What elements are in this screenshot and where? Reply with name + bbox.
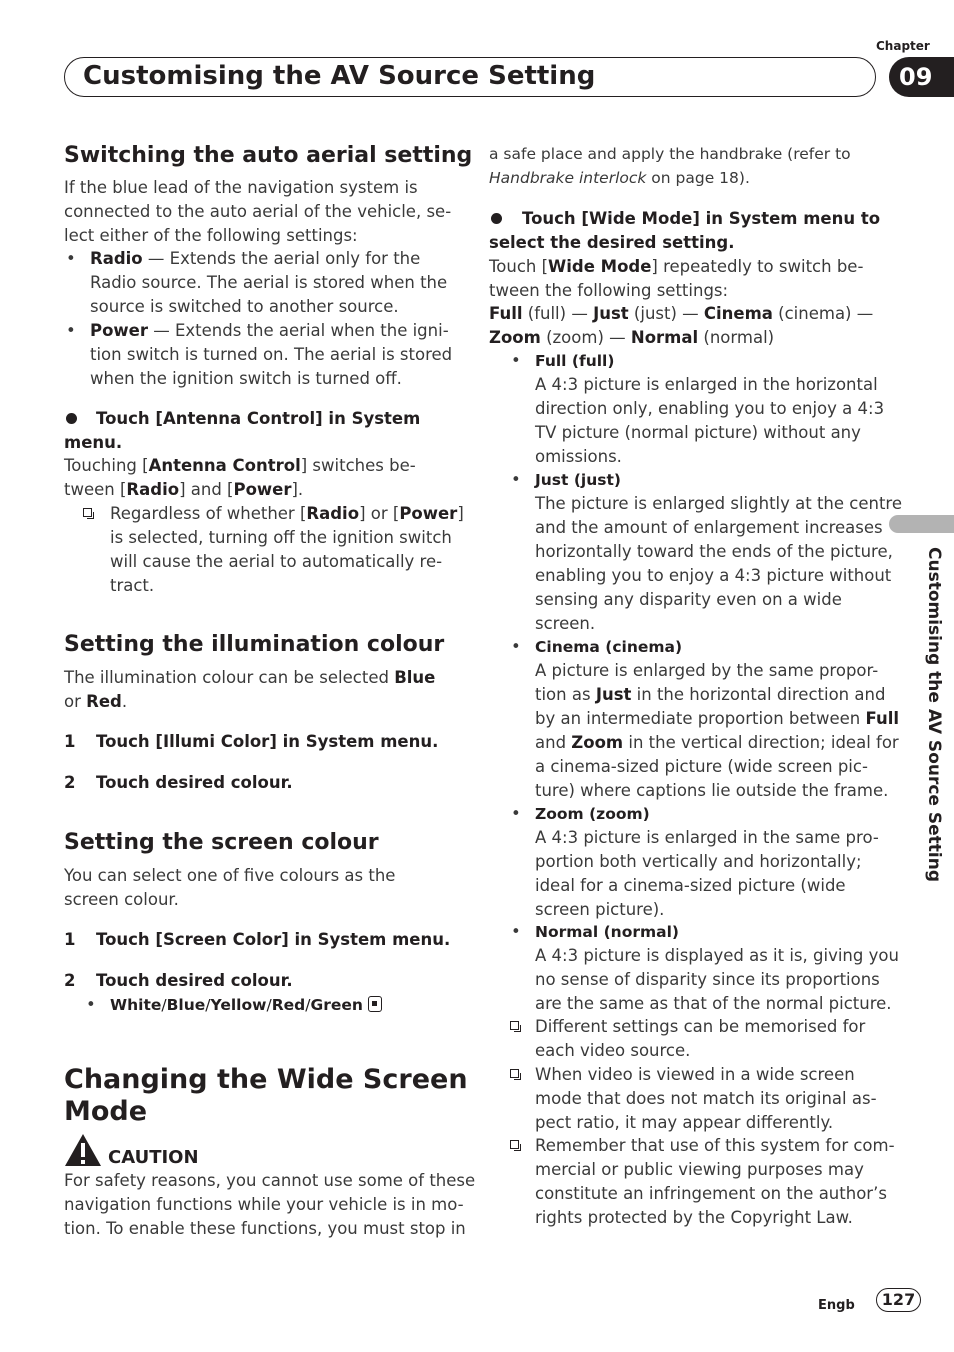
step-bullet-icon [66,413,77,424]
antenna-note-line4: tract. [110,576,155,595]
note-copyright-line3: constitute an infringement on the author’s [535,1184,887,1203]
step-bullet-icon [491,213,502,224]
heading-wide-screen-line1: Changing the Wide Screen [64,1064,468,1095]
screen-colour-step1-number: 1 [64,930,76,949]
mode-just-heading: Just (just) [535,471,621,489]
note-checkbox-icon [83,508,92,517]
bullet-marker: • [511,637,521,656]
wide-mode-sequence-line2: Zoom (zoom) — Normal (normal) [489,328,775,347]
touch-wide-mode-step-line1: Touch [Wide Mode] in System menu to [522,209,881,228]
side-tab-text: Customising the AV Source Setting [924,547,944,882]
colour-options-list: White/Blue/Yellow/Red/Green [110,993,382,1017]
illumination-step1: Touch [Illumi Color] in System menu. [96,732,439,751]
end-of-section-icon [368,996,382,1012]
warning-triangle-icon [64,1133,102,1167]
illumination-desc-line2: or Red. [64,692,128,711]
bullet-marker: • [511,470,521,489]
colour-red: Red [271,996,306,1014]
bullet-radio-line2: Radio source. The aerial is stored when the [90,273,448,292]
mode-cinema-line5: a cinema-sized picture (wide screen pic- [535,757,868,776]
chapter-label: Chapter [876,39,930,53]
colour-green: Green [310,996,363,1014]
mode-cinema-heading: Cinema (cinema) [535,638,683,656]
colour-white: White [110,996,162,1014]
auto-aerial-intro-line2: connected to the auto aerial of the vehicle, se- [64,202,452,221]
mode-normal-heading: Normal (normal) [535,923,680,941]
screen-colour-desc-line2: screen colour. [64,890,179,909]
heading-auto-aerial: Switching the auto aerial setting [64,143,473,168]
bullet-marker: • [511,922,521,941]
mode-full-line3: TV picture (normal picture) without any [535,423,861,442]
handbrake-interlock-reference: Handbrake interlock [489,169,647,187]
mode-full-line1: A 4:3 picture is enlarged in the horizontal [535,375,878,394]
note-copyright-line4: rights protected by the Copyright Law. [535,1208,853,1227]
mode-zoom-line1: A 4:3 picture is enlarged in the same pro- [535,828,879,847]
colour-yellow: Yellow [210,996,267,1014]
antenna-note-line2: is selected, turning off the ignition switch [110,528,452,547]
auto-aerial-intro-line1: If the blue lead of the navigation system is [64,178,418,197]
bullet-power-line2: tion switch is turned on. The aerial is stored [90,345,453,364]
note-aspect-line3: pect ratio, it may appear differently. [535,1113,834,1132]
caution-text-line1: For safety reasons, you cannot use some of these [64,1171,476,1190]
note-memorised-line2: each video source. [535,1041,691,1060]
caution-text-line2: navigation functions while your vehicle is in mo- [64,1195,464,1214]
screen-colour-step2-number: 2 [64,971,76,990]
mode-full-heading: Full (full) [535,352,615,370]
mode-full-line4: omissions. [535,447,622,466]
bullet-marker: • [86,995,96,1014]
bullet-power-line3: when the ignition switch is turned off. [90,369,402,388]
note-copyright-line1: Remember that use of this system for com- [535,1136,895,1155]
illumination-step1-number: 1 [64,732,76,751]
antenna-desc-line2: tween [Radio] and [Power]. [64,480,304,499]
caution-label: CAUTION [108,1147,199,1168]
screen-colour-desc-line1: You can select one of five colours as the [64,866,396,885]
colour-blue: Blue [166,996,206,1014]
page-number: 127 [876,1288,921,1312]
bullet-marker: • [511,351,521,370]
mode-normal-line3: are the same as that of the normal picture. [535,994,892,1013]
page-title: Customising the AV Source Setting [83,61,596,91]
mode-zoom-line2: portion both vertically and horizontally; [535,852,862,871]
note-aspect-line2: mode that does not match its original as- [535,1089,877,1108]
mode-just-line3: horizontally toward the ends of the picture, [535,542,893,561]
mode-normal-line2: no sense of disparity since its proportions [535,970,880,989]
antenna-note-line1: Regardless of whether [Radio] or [Power] [110,504,464,523]
illumination-step2-number: 2 [64,773,76,792]
bullet-radio-line3: source is switched to another source. [90,297,399,316]
mode-zoom-line4: screen picture). [535,900,665,919]
mode-cinema-line3: by an intermediate proportion between Full [535,709,900,728]
wide-mode-sequence-line1: Full (full) — Just (just) — Cinema (cinema) — [489,304,874,323]
mode-cinema-line2: tion as Just in the horizontal direction and [535,685,886,704]
bullet-power-line1: Power — Extends the aerial when the igni- [90,321,449,340]
bullet-marker: • [511,804,521,823]
illumination-desc-line1: The illumination colour can be selected Blue [64,668,436,687]
note-copyright-line2: mercial or public viewing purposes may [535,1160,864,1179]
mode-zoom-heading: Zoom (zoom) [535,805,650,823]
note-checkbox-icon [510,1021,519,1030]
caution-continued-line1: a safe place and apply the handbrake (refer to [489,145,851,163]
note-aspect-line1: When video is viewed in a wide screen [535,1065,855,1084]
wide-mode-desc-line2: tween the following settings: [489,281,729,300]
mode-normal-line1: A 4:3 picture is displayed as it is, giving you [535,946,899,965]
screen-colour-step2: Touch desired colour. [96,971,293,990]
note-checkbox-icon [510,1069,519,1078]
antenna-desc-line1: Touching [Antenna Control] switches be- [64,456,416,475]
mode-just-line5: sensing any disparity even on a wide [535,590,842,609]
screen-colour-step1: Touch [Screen Color] in System menu. [96,930,451,949]
language-code: Engb [818,1298,855,1313]
antenna-note-line3: will cause the aerial to automatically re- [110,552,443,571]
bullet-marker: • [66,321,76,340]
mode-just-line4: enabling you to enjoy a 4:3 picture without [535,566,892,585]
touch-wide-mode-step-line2: select the desired setting. [489,233,735,252]
mode-just-line1: The picture is enlarged slightly at the centre [535,494,903,513]
mode-cinema-line6: ture) where captions lie outside the frame. [535,781,889,800]
bullet-radio-line1: Radio — Extends the aerial only for the [90,249,421,268]
heading-illumination-colour: Setting the illumination colour [64,632,445,657]
mode-just-line2: and the amount of enlargement increases [535,518,883,537]
bullet-marker: • [66,249,76,268]
auto-aerial-intro-line3: lect either of the following settings: [64,226,358,245]
touch-antenna-step-line2: menu. [64,433,123,452]
side-tab-marker [889,515,954,533]
mode-full-line2: direction only, enabling you to enjoy a 4:3 [535,399,885,418]
chapter-number-badge: 09 [889,57,954,97]
mode-cinema-line1: A picture is enlarged by the same propor- [535,661,879,680]
mode-just-line6: screen. [535,614,596,633]
illumination-step2: Touch desired colour. [96,773,293,792]
caution-continued-line2: Handbrake interlock on page 18). [489,169,750,187]
touch-antenna-step-line1: Touch [Antenna Control] in System [96,409,421,428]
caution-text-line3: tion. To enable these functions, you must stop in [64,1219,466,1238]
heading-wide-screen-line2: Mode [64,1096,148,1127]
mode-cinema-line4: and Zoom in the vertical direction; ideal for [535,733,899,752]
chapter-title-bar [64,57,876,97]
heading-screen-colour: Setting the screen colour [64,830,379,855]
mode-zoom-line3: ideal for a cinema-sized picture (wide [535,876,846,895]
note-memorised-line1: Different settings can be memorised for [535,1017,866,1036]
wide-mode-desc-line1: Touch [Wide Mode] repeatedly to switch be- [489,257,864,276]
note-checkbox-icon [510,1140,519,1149]
